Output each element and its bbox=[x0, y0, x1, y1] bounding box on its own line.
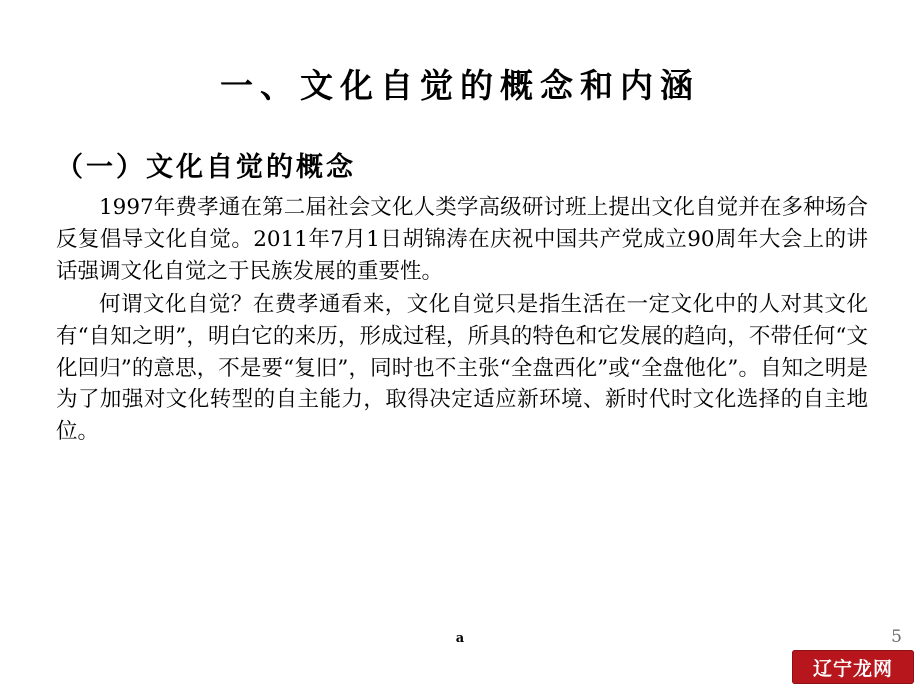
watermark-badge bbox=[792, 650, 914, 684]
section-subheading: （一）文化自觉的概念 bbox=[56, 152, 356, 183]
page-number: 5 bbox=[891, 627, 902, 647]
body-paragraph-1: 1997年费孝通在第二届社会文化人类学高级研讨班上提出文化自觉并在多种场合反复倡导文化自觉。2011年7月1日胡锦涛在庆祝中国共产党成立90周年大会上的讲话强调文化自觉之于民族发展的重要性。 bbox=[56, 195, 868, 285]
slide-body bbox=[56, 150, 868, 448]
watermark-label: 辽宁龙网 bbox=[812, 657, 893, 680]
page-title: 一、文化自觉的概念和内涵 bbox=[220, 66, 700, 105]
body-paragraph-2: 何谓文化自觉？在费孝通看来，文化自觉只是指生活在一定文化中的人对其文化有“自知之明”，明白它的来历，形成过程，所具的特色和它发展的趋向，不带任何“文化回归”的意思，不是要“复旧”，同时也不主张“全盘西化”或“全盘他化”。自知之明是为了加强对文化转型的自主能力，取得决定适应新环境、新时代时文化选择的自主地位。 bbox=[56, 291, 868, 445]
footer-mark: a bbox=[455, 631, 465, 646]
